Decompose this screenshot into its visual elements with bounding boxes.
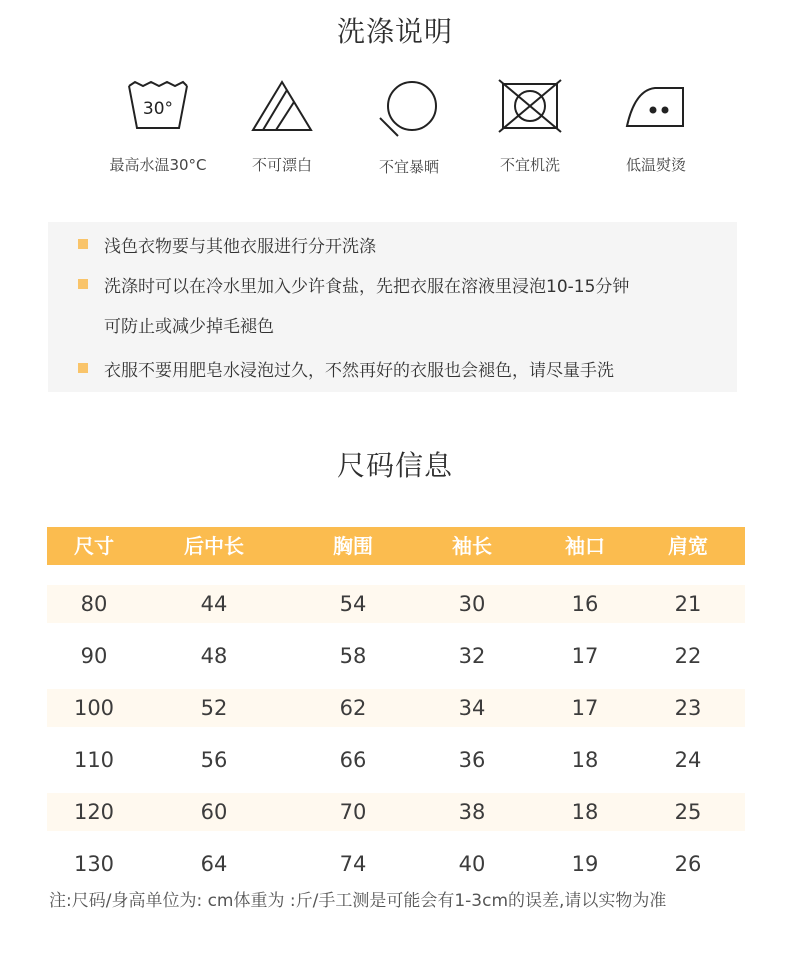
table-cell: 62 (339, 696, 367, 720)
table-cell: 58 (339, 644, 367, 668)
table-cell: 90 (80, 644, 108, 668)
table-cell: 38 (458, 800, 486, 824)
table-cell: 17 (571, 644, 599, 668)
table-cell: 30 (458, 592, 486, 616)
wash-temp-text: 30° (142, 99, 174, 119)
table-row (47, 793, 745, 831)
table-cell: 64 (200, 852, 228, 876)
care-icons-row (0, 78, 790, 188)
table-cell: 74 (339, 852, 367, 876)
table-cell: 24 (674, 748, 702, 772)
table-cell: 66 (339, 748, 367, 772)
table-row (47, 637, 745, 675)
tip-item: 衣服不要用肥皂水浸泡过久，不然再好的衣服也会褪色，请尽量手洗 (104, 361, 614, 381)
tip-item-continued: 可防止或减少掉毛褪色 (104, 317, 274, 337)
table-cell: 44 (200, 592, 228, 616)
size-info-title: 尺码信息 (336, 449, 453, 482)
care-item-iron-low (591, 78, 721, 175)
table-cell: 18 (571, 800, 599, 824)
care-item-wash-30 (93, 78, 223, 175)
table-cell: 110 (73, 748, 115, 772)
table-cell: 80 (80, 592, 108, 616)
table-cell: 54 (339, 592, 367, 616)
table-row (47, 585, 745, 623)
table-cell: 36 (458, 748, 486, 772)
table-cell: 16 (571, 592, 599, 616)
table-cell: 18 (571, 748, 599, 772)
table-cell: 21 (674, 592, 702, 616)
table-cell: 52 (200, 696, 228, 720)
table-cell: 19 (571, 852, 599, 876)
tip-bullet (78, 363, 88, 373)
table-cell: 25 (674, 800, 702, 824)
table-cell: 17 (571, 696, 599, 720)
table-cell: 130 (73, 852, 115, 876)
header-cuff: 袖口 (565, 534, 605, 558)
care-label-no-bleach: 不可漂白 (251, 156, 312, 174)
no-sun-dry-icon (374, 78, 444, 138)
table-cell: 56 (200, 748, 228, 772)
care-label-no-sun-dry: 不宜暴晒 (378, 158, 439, 176)
tip-bullet (78, 239, 88, 249)
table-cell: 32 (458, 644, 486, 668)
table-cell: 100 (73, 696, 115, 720)
care-label-iron-low: 低温熨烫 (625, 156, 686, 174)
measurement-note: 注:尺码/身高单位为: cm体重为 :斤/手工测是可能会有1-3cm的误差,请以实物为准 (49, 891, 667, 911)
table-cell: 23 (674, 696, 702, 720)
care-label-wash-30: 最高水温30°C (109, 156, 207, 174)
table-cell: 26 (674, 852, 702, 876)
size-table-header (47, 527, 745, 565)
table-cell: 48 (200, 644, 228, 668)
header-back-length: 后中长 (184, 534, 244, 558)
table-cell: 70 (339, 800, 367, 824)
table-cell: 120 (73, 800, 115, 824)
care-item-no-machine-wash (465, 78, 595, 175)
header-chest: 胸围 (333, 534, 373, 558)
header-shoulder: 肩宽 (668, 534, 708, 558)
tip-bullet (78, 279, 88, 289)
tip-item: 浅色衣物要与其他衣服进行分开洗涤 (104, 237, 376, 257)
care-label-no-machine-wash: 不宜机洗 (499, 156, 560, 174)
table-cell: 22 (674, 644, 702, 668)
wash-instructions-title: 洗涤说明 (336, 15, 453, 48)
iron-low-icon (621, 78, 691, 136)
wash-30-icon (123, 78, 193, 136)
no-bleach-icon (247, 78, 317, 136)
table-cell: 60 (200, 800, 228, 824)
header-size: 尺寸 (74, 534, 114, 558)
table-cell: 40 (458, 852, 486, 876)
table-row (47, 689, 745, 727)
table-row (47, 741, 745, 779)
table-cell: 34 (458, 696, 486, 720)
care-item-no-sun-dry (344, 78, 474, 177)
table-row (47, 845, 745, 883)
care-item-no-bleach (217, 78, 347, 175)
tip-item: 洗涤时可以在冷水里加入少许食盐，先把衣服在溶液里浸泡10-15分钟 (104, 277, 630, 297)
header-sleeve-length: 袖长 (452, 534, 492, 558)
no-machine-wash-icon (495, 78, 565, 136)
wash-tips-box (48, 222, 737, 392)
